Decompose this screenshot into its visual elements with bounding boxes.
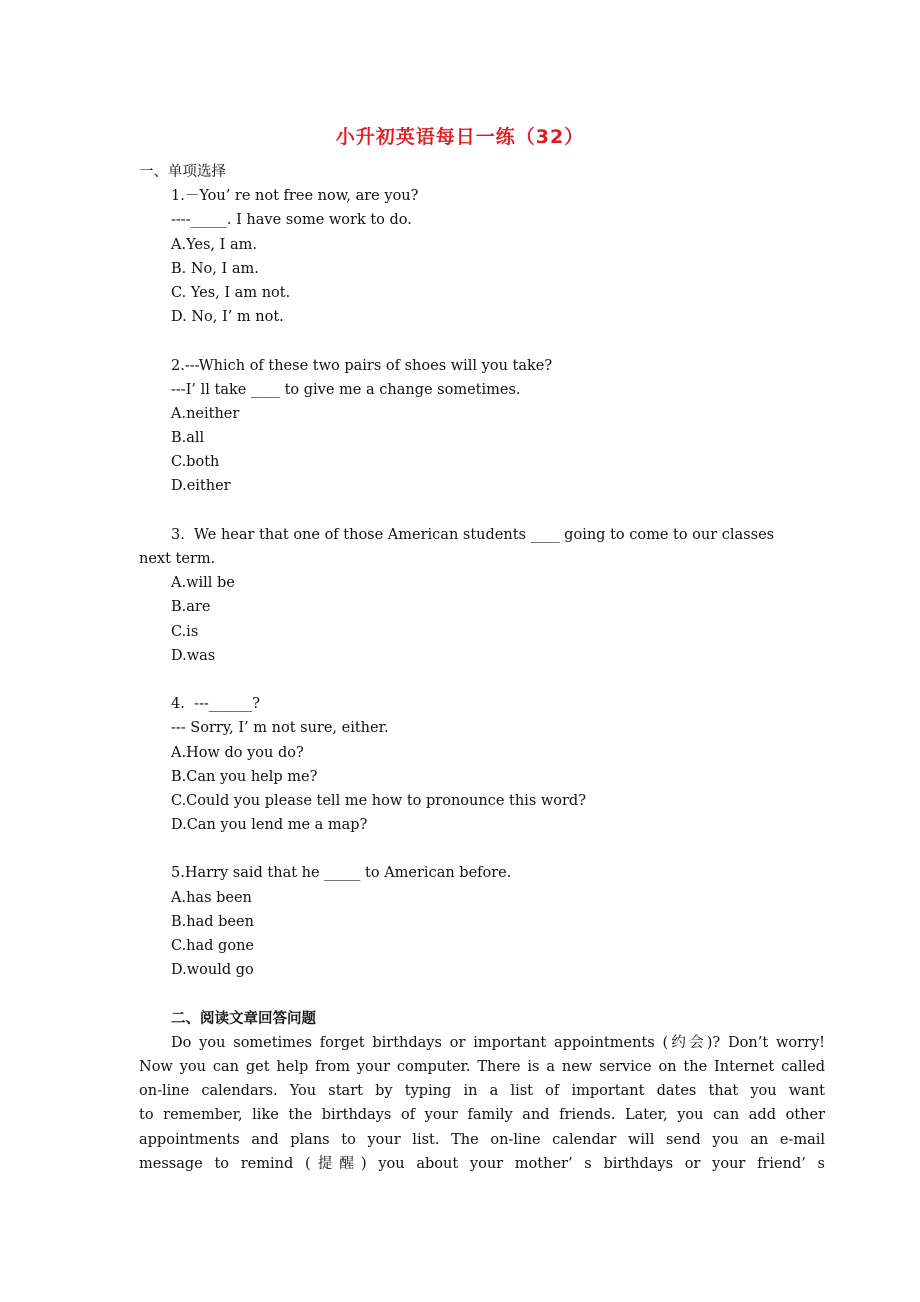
- question-2: [139, 354, 829, 499]
- option-a: A.neither: [171, 405, 240, 422]
- spacer: [139, 668, 829, 692]
- option-b: B.had been: [171, 913, 254, 930]
- question-stem: 5.Harry said that he _____ to American before.: [171, 865, 512, 882]
- option-a: A.How do you do?: [171, 744, 304, 761]
- question-1: [139, 184, 829, 329]
- question-stem: 3. We hear that one of those American students ____ going to come to our classes: [171, 526, 775, 543]
- question-stem: ----_____. I have some work to do.: [171, 212, 412, 229]
- question-4: [139, 692, 829, 837]
- option-c: C.is: [171, 623, 199, 640]
- option-d: D.Can you lend me a map?: [171, 817, 368, 834]
- option-d: D.either: [171, 478, 231, 495]
- document-body: [139, 160, 829, 1176]
- page-title: 小升初英语每日一练（32）: [335, 126, 585, 148]
- option-a: A.Yes, I am.: [171, 236, 257, 253]
- passage-line: Now you can get help from your computer. There is a new service on the Internet called: [139, 1058, 825, 1075]
- option-a: A.has been: [171, 889, 252, 906]
- option-b: B.are: [171, 599, 211, 616]
- question-5: [139, 861, 829, 982]
- option-c: C.had gone: [171, 938, 254, 954]
- question-stem-continued: next term.: [139, 551, 216, 567]
- section-2-heading: 二、阅读文章回答问题: [171, 1010, 316, 1027]
- passage-line: message to remind (提醒) you about your mother’ s birthdays or your friend’ s: [139, 1155, 825, 1172]
- question-stem: 2.---Which of these two pairs of shoes will you take?: [171, 357, 553, 374]
- option-c: C. Yes, I am not.: [171, 284, 291, 301]
- passage-line: to remember, like the birthdays of your family and friends. Later, you can add other: [139, 1107, 825, 1124]
- option-b: B. No, I am.: [171, 260, 259, 277]
- question-3: [139, 523, 829, 668]
- option-b: B.Can you help me?: [171, 768, 318, 785]
- question-stem: ---I’ ll take ____ to give me a change sometimes.: [171, 381, 521, 398]
- option-b: B.all: [171, 430, 205, 447]
- question-stem: 4. ---______?: [171, 696, 261, 713]
- spacer: [139, 329, 829, 353]
- spacer: [139, 837, 829, 861]
- option-d: D.was: [171, 647, 216, 664]
- option-c: C.both: [171, 454, 220, 471]
- passage-line: Do you sometimes forget birthdays or important appointments (约会)? Don’t worry!: [171, 1034, 825, 1051]
- question-stem: 1.－You’ re not free now, are you?: [171, 188, 419, 205]
- option-d: D. No, I’ m not.: [171, 309, 284, 326]
- option-c: C.Could you please tell me how to pronounce this word?: [171, 792, 586, 809]
- option-d: D.would go: [171, 962, 254, 979]
- passage-line: on-line calendars. You start by typing in a list of important dates that you want: [139, 1083, 825, 1100]
- question-stem: --- Sorry, I’ m not sure, either.: [171, 720, 389, 737]
- spacer: [139, 982, 829, 1006]
- spacer: [139, 499, 829, 523]
- passage-line: appointments and plans to your list. The on-line calendar will send you an e-mail: [139, 1131, 825, 1148]
- reading-passage: [139, 1031, 825, 1176]
- option-a: A.will be: [171, 575, 235, 592]
- section-1-heading: 一、单项选择: [139, 164, 226, 180]
